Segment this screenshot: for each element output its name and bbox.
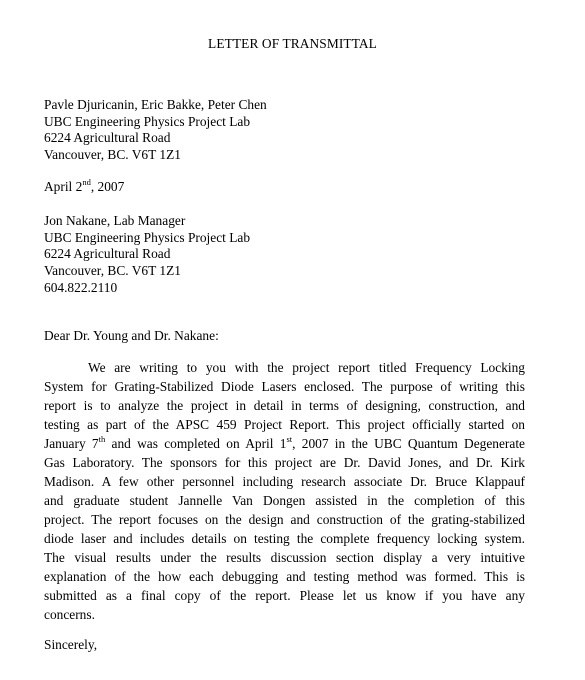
recipient-organization: UBC Engineering Physics Project Lab bbox=[44, 229, 251, 245]
body-line: explanation of the how each debugging and testing method was formed. This is bbox=[44, 569, 525, 584]
body-text: , 2007 in the UBC Quantum Degenerate bbox=[292, 436, 526, 451]
salutation-text: Dear Dr. Young and Dr. Nakane: bbox=[44, 328, 219, 343]
body-line: testing as part of the APSC 459 Project Report. This project officially started on bbox=[44, 417, 525, 432]
sender-names: Pavle Djuricanin, Eric Bakke, Peter Chen bbox=[44, 97, 267, 112]
body-line: and graduate student Jannelle Van Dongen assisted in the completion of this bbox=[44, 493, 525, 508]
recipient-name: Jon Nakane, Lab Manager bbox=[44, 213, 186, 228]
sender-organization: UBC Engineering Physics Project Lab bbox=[44, 113, 251, 129]
body-line: submitted as a final copy of the report. Please let us know if you have any bbox=[44, 588, 525, 603]
body-text: and was completed on April 1 bbox=[105, 436, 287, 451]
body-line: project. The report focuses on the design and construction of the grating-stabilized bbox=[44, 512, 525, 527]
closing-text: Sincerely, bbox=[44, 637, 98, 652]
ordinal-sup: th bbox=[98, 433, 106, 444]
body-line: System for Grating-Stabilized Diode Lasers enclosed. The purpose of writing this bbox=[44, 379, 525, 394]
body-line: Madison. A few other personnel including research associate Dr. Bruce Klappauf bbox=[44, 474, 525, 489]
body-line: Gas Laboratory. The sponsors for this project are Dr. David Jones, and Dr. Kirk bbox=[44, 455, 525, 470]
recipient-street: 6224 Agricultural Road bbox=[44, 246, 171, 262]
body-paragraph bbox=[44, 358, 525, 624]
sender-city: Vancouver, BC. V6T 1Z1 bbox=[44, 147, 181, 163]
body-line: The visual results under the results discussion section display a very intuitive bbox=[44, 550, 525, 565]
date-year: , 2007 bbox=[90, 179, 125, 194]
body-line: diode laser and includes details on testing the complete frequency locking system. bbox=[44, 531, 525, 546]
recipient-address bbox=[44, 213, 534, 297]
recipient-phone: 604.822.2110 bbox=[44, 279, 118, 295]
sender-address bbox=[44, 97, 534, 164]
document-title: LETTER OF TRANSMITTAL bbox=[208, 36, 377, 51]
ordinal-sup: st bbox=[286, 433, 293, 444]
letter-date bbox=[44, 176, 534, 196]
sender-street: 6224 Agricultural Road bbox=[44, 130, 171, 146]
date-suffix-sup: nd bbox=[82, 176, 91, 187]
salutation bbox=[44, 328, 534, 345]
closing bbox=[44, 637, 534, 654]
body-line bbox=[44, 434, 525, 453]
recipient-city: Vancouver, BC. V6T 1Z1 bbox=[44, 263, 181, 279]
body-line: report is to analyze the project in detail in terms of designing, construction, and bbox=[44, 398, 525, 413]
body-text: January 7 bbox=[44, 436, 99, 451]
body-line: We are writing to you with the project report titled Frequency Locking bbox=[88, 360, 525, 375]
body-line: concerns. bbox=[44, 607, 95, 622]
date-prefix: April 2 bbox=[44, 179, 83, 194]
